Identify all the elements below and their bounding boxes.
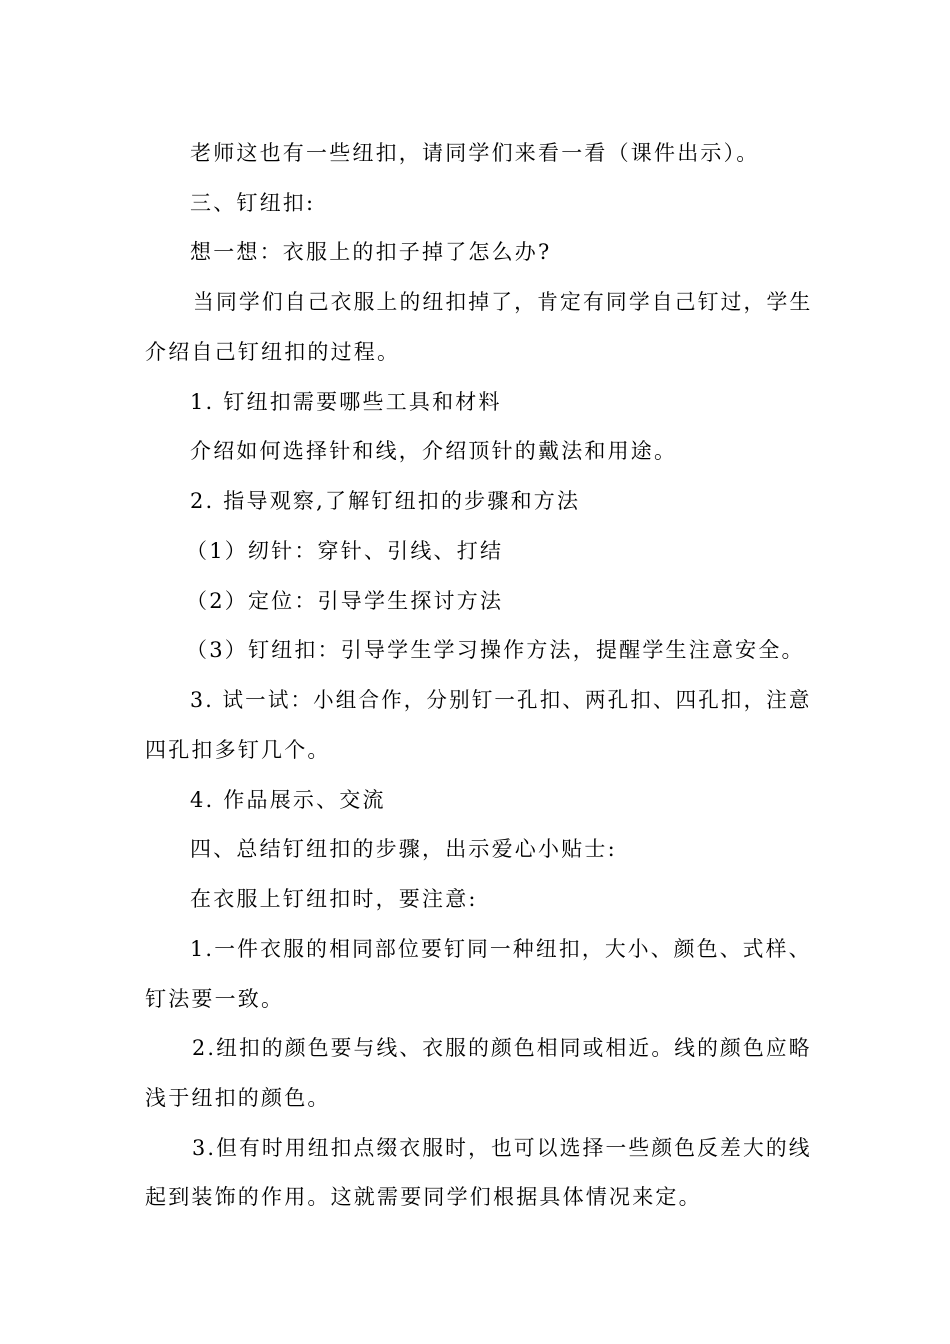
paragraph-line: 想一想：衣服上的扣子掉了怎么办? bbox=[190, 240, 552, 264]
list-item: 2.纽扣的颜色要与线、衣服的颜色相同或相近。线的颜色应略 bbox=[192, 1036, 812, 1060]
list-item: 4. 作品展示、交流 bbox=[190, 788, 386, 812]
paragraph-line: 四孔扣多钉几个。 bbox=[145, 738, 331, 762]
paragraph-line: 老师这也有一些纽扣，请同学们来看一看（课件出示）。 bbox=[190, 141, 760, 165]
paragraph-line: 在衣服上钉纽扣时，要注意: bbox=[190, 887, 478, 911]
paragraph-line: 浅于纽扣的颜色。 bbox=[145, 1086, 331, 1110]
paragraph-line: 介绍如何选择针和线，介绍顶针的戴法和用途。 bbox=[190, 439, 678, 463]
list-item: 3. 试一试：小组合作，分别钉一孔扣、两孔扣、四孔扣，注意 bbox=[190, 688, 812, 712]
list-item: 1.一件衣服的相同部位要钉同一种纽扣，大小、颜色、式样、 bbox=[190, 937, 812, 961]
section-heading: 四、总结钉纽扣的步骤，出示爱心小贴士: bbox=[190, 837, 617, 861]
paragraph-line: 介绍自己钉纽扣的过程。 bbox=[145, 340, 401, 364]
list-item: （1）纫针：穿针、引线、打结 bbox=[186, 539, 504, 563]
paragraph-line: 钉法要一致。 bbox=[145, 987, 285, 1011]
list-item: （3）钉纽扣：引导学生学习操作方法，提醒学生注意安全。 bbox=[186, 638, 805, 662]
paragraph-line: 起到装饰的作用。这就需要同学们根据具体情况来定。 bbox=[145, 1185, 702, 1209]
section-heading: 三、钉纽扣: bbox=[190, 191, 316, 215]
list-item: 3.但有时用纽扣点缀衣服时，也可以选择一些颜色反差大的线 bbox=[192, 1136, 812, 1160]
paragraph-line: 当同学们自己衣服上的纽扣掉了，肯定有同学自己钉过，学生 bbox=[193, 290, 813, 314]
list-item: 1. 钉纽扣需要哪些工具和材料 bbox=[190, 390, 502, 414]
list-item: 2. 指导观察,了解钉纽扣的步骤和方法 bbox=[190, 489, 581, 513]
list-item: （2）定位：引导学生探讨方法 bbox=[186, 589, 504, 613]
